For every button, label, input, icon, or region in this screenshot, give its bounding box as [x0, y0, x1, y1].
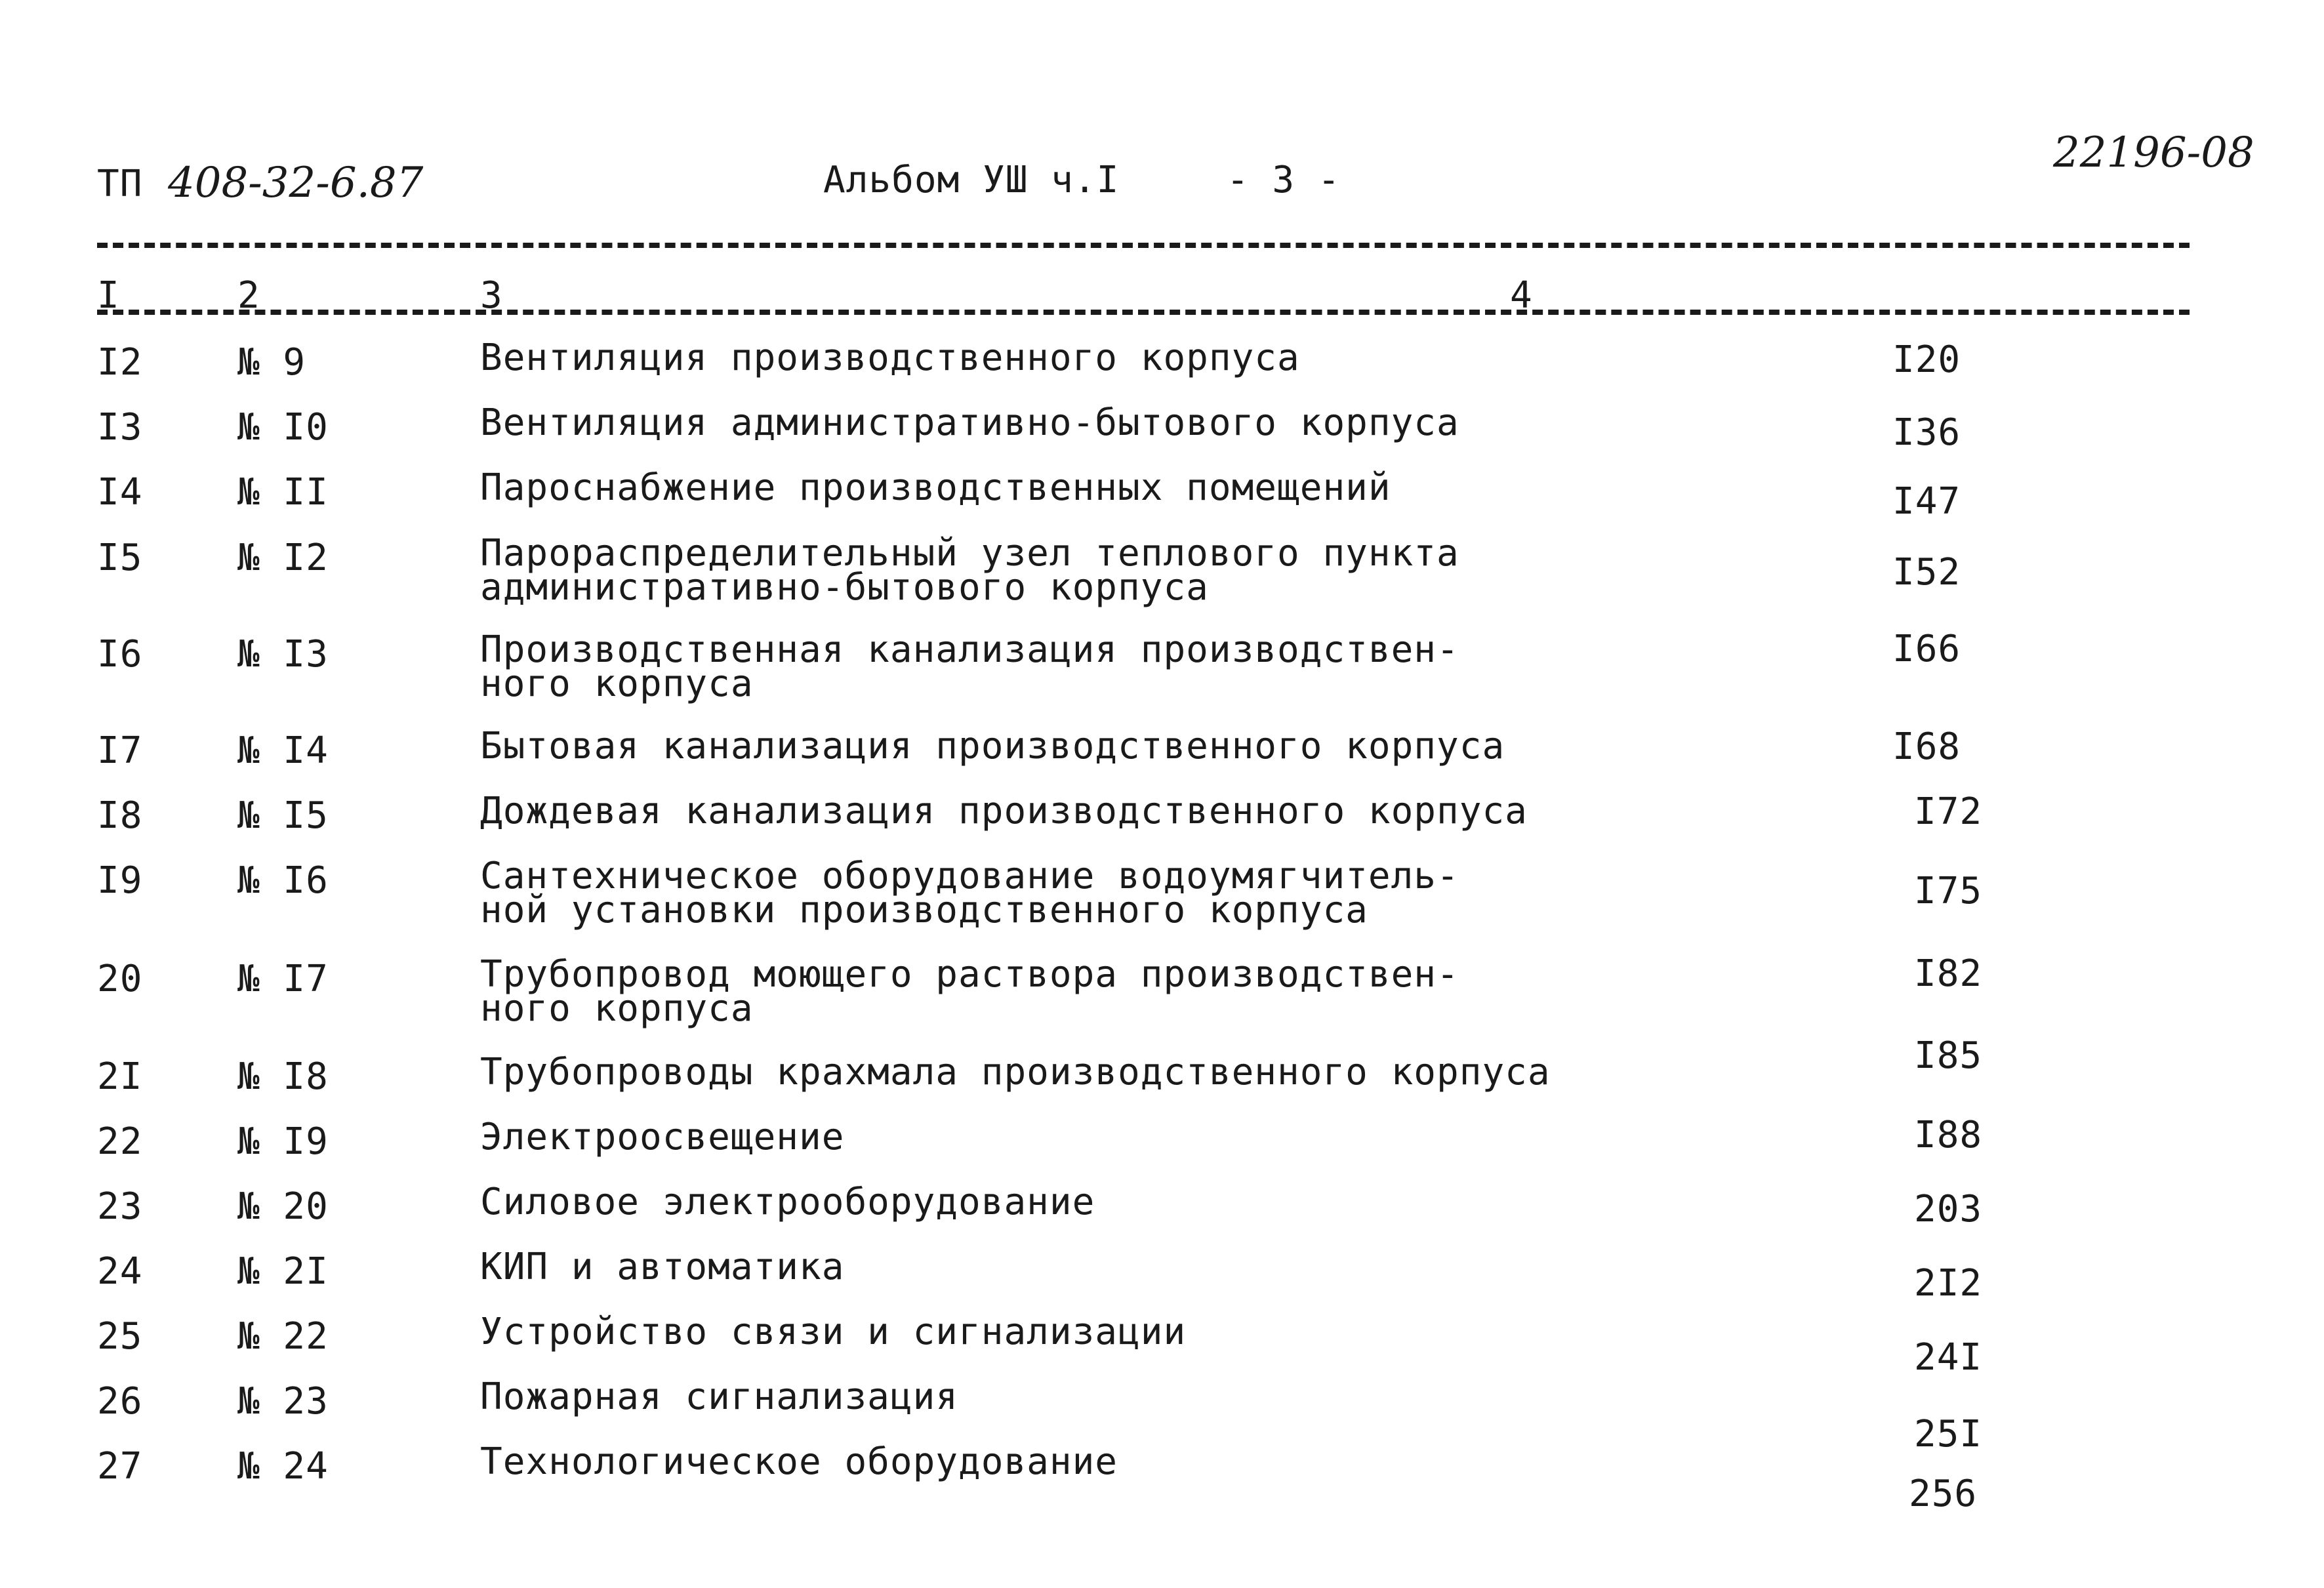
- sheet-number: № 23: [237, 1380, 329, 1423]
- row-title: Парораспределительный узел теплового пункта административно-бытового корпуса: [480, 532, 1459, 609]
- row-title: Электроосвещение: [480, 1116, 845, 1158]
- row-page: I36: [1892, 411, 1961, 454]
- row-title: Пожарная сигнализация: [480, 1375, 959, 1418]
- row-page: I20: [1892, 338, 1961, 381]
- row-page: I85: [1914, 1034, 1983, 1077]
- row-number: 22: [97, 1120, 143, 1163]
- sheet-number: № 9: [237, 341, 306, 384]
- row-number: I6: [97, 633, 143, 676]
- page-number: - 3 -: [1227, 159, 1341, 201]
- row-number: I4: [97, 471, 143, 514]
- row-page: I75: [1914, 870, 1983, 912]
- row-page: I82: [1914, 952, 1983, 995]
- row-title: Дождевая канализация производственного корпуса: [480, 790, 1528, 832]
- sheet-number: № 20: [237, 1185, 329, 1228]
- row-page: 24I: [1914, 1336, 1983, 1379]
- row-number: I9: [97, 859, 143, 902]
- row-number: I3: [97, 406, 143, 449]
- row-title: Силовое электрооборудование: [480, 1181, 1095, 1223]
- sheet-number: № I8: [237, 1055, 329, 1098]
- sheet-number: № 2I: [237, 1250, 329, 1293]
- row-title: КИП и автоматика: [480, 1246, 845, 1288]
- row-number: 20: [97, 958, 143, 1000]
- sheet-number: № II: [237, 471, 329, 514]
- sheet-number: № I0: [237, 406, 329, 449]
- row-number: 2I: [97, 1055, 143, 1098]
- row-page: 25I: [1914, 1413, 1983, 1456]
- row-title: Устройство связи и сигнализации: [480, 1311, 1187, 1353]
- row-title: Сантехническое оборудование водоумягчитель- ной установки производственного корпуса: [480, 855, 1459, 931]
- row-number: I8: [97, 794, 143, 837]
- row-title: Бытовая канализация производственного корпуса: [480, 725, 1505, 767]
- sheet-number: № I3: [237, 633, 329, 676]
- row-title: Трубопровод моющего раствора производствен- ного корпуса: [480, 953, 1459, 1030]
- sheet-number: № 24: [237, 1445, 329, 1488]
- sheet-number: № I6: [237, 859, 329, 902]
- sheet-number: № I7: [237, 958, 329, 1000]
- row-page: I47: [1892, 480, 1961, 523]
- sheet-number: № I2: [237, 537, 329, 579]
- row-page: I68: [1892, 725, 1961, 768]
- row-number: 26: [97, 1380, 143, 1423]
- col-header-2: 2: [237, 274, 260, 317]
- album-label: Альбом УШ ч.I: [823, 159, 1120, 201]
- col-header-1: I: [97, 274, 120, 317]
- row-page: I72: [1914, 790, 1983, 833]
- row-number: 25: [97, 1315, 143, 1358]
- row-page: 203: [1914, 1188, 1983, 1231]
- doc-prefix: ТП: [97, 163, 143, 205]
- row-page: I88: [1914, 1114, 1983, 1156]
- row-title: Производственная канализация производствен- ного корпуса: [480, 628, 1459, 705]
- row-number: I5: [97, 537, 143, 579]
- row-page: I52: [1892, 551, 1961, 594]
- doc-code: 408-32-6.87: [168, 159, 424, 207]
- row-number: 24: [97, 1250, 143, 1293]
- row-title: Вентиляция административно-бытового корпуса: [480, 401, 1459, 444]
- row-page: 2I2: [1914, 1262, 1983, 1305]
- row-title: Вентиляция производственного корпуса: [480, 336, 1300, 379]
- sheet-number: № I4: [237, 729, 329, 772]
- row-number: I7: [97, 729, 143, 772]
- row-page: 256: [1909, 1473, 1978, 1515]
- row-number: 27: [97, 1445, 143, 1488]
- sheet-number: № 22: [237, 1315, 329, 1358]
- archive-number: 22196-08: [2053, 129, 2254, 177]
- row-number: 23: [97, 1185, 143, 1228]
- row-title: Трубопроводы крахмала производственного корпуса: [480, 1051, 1551, 1093]
- sheet-number: № I5: [237, 794, 329, 837]
- col-header-4: 4: [1510, 274, 1533, 317]
- col-header-3: 3: [480, 274, 503, 317]
- row-title: Технологическое оборудование: [480, 1440, 1118, 1483]
- sheet-number: № I9: [237, 1120, 329, 1163]
- row-title: Пароснабжение производственных помещений: [480, 466, 1391, 509]
- row-number: I2: [97, 341, 143, 384]
- header-divider: [97, 310, 2190, 315]
- top-divider: [97, 243, 2190, 248]
- row-page: I66: [1892, 628, 1961, 670]
